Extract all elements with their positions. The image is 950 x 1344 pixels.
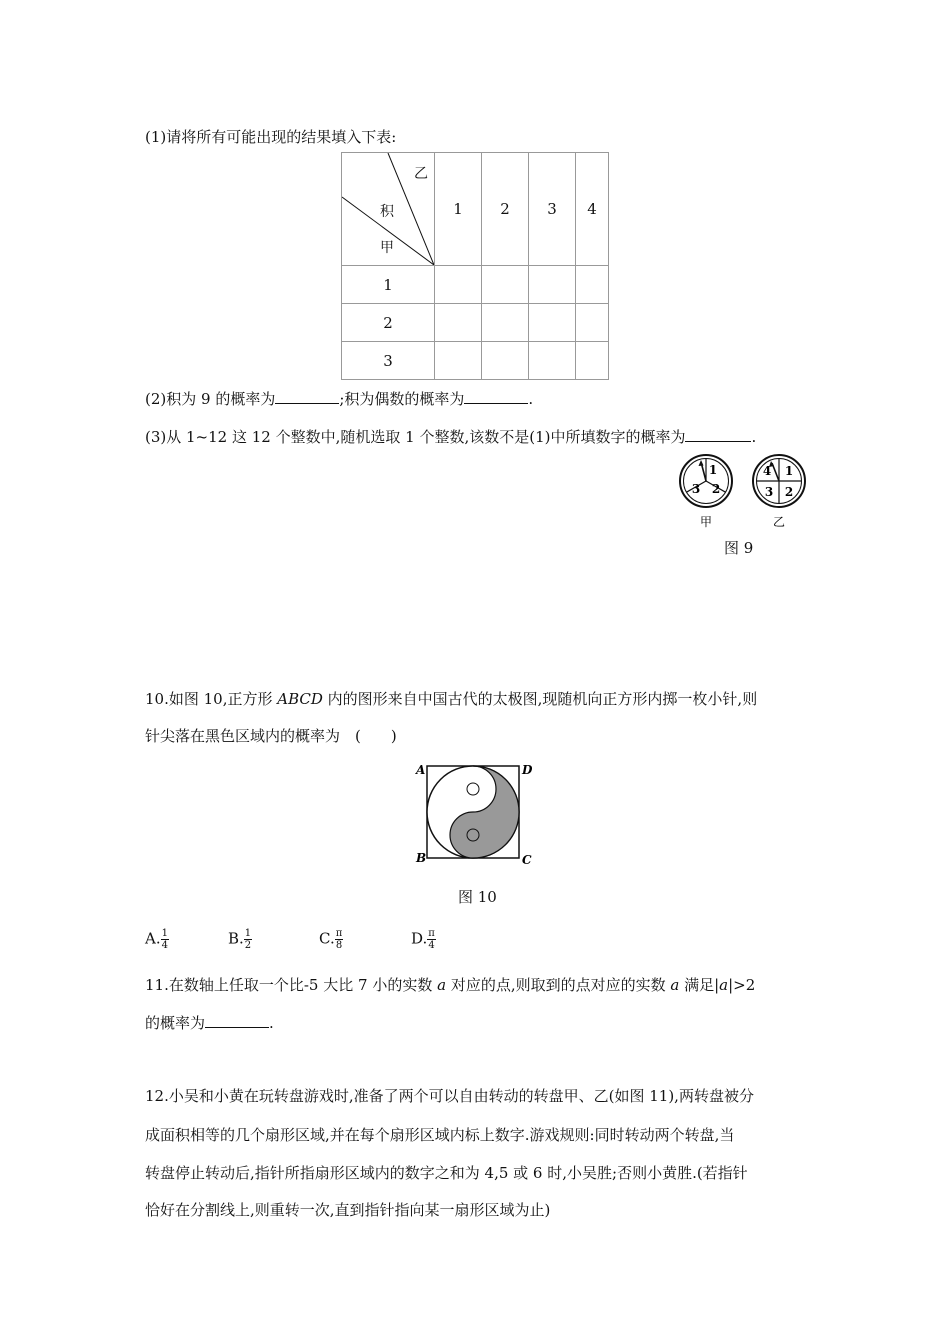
col-header: 2	[482, 153, 529, 266]
q12-line: 恰好在分割线上,则重转一次,直到指针指向某一扇形区域为止)	[145, 1201, 551, 1219]
q9-part3: (3)从 1~12 这 12 个整数中,随机选取 1 个整数,该数不是(1)中所填数字的概率为 .	[145, 428, 757, 446]
spinner-yi-sector: 2	[784, 485, 794, 499]
q9-part2: (2)积为 9 的概率为 ;积为偶数的概率为 .	[145, 390, 534, 408]
option-c: C. $\frac{\pi}{8}$	[319, 928, 343, 951]
option-d: D. $\frac{\pi}{4}$	[411, 928, 435, 951]
table-cell	[576, 266, 609, 304]
col-header: 4	[576, 153, 609, 266]
option-b: B. $\frac{1}{2}$	[228, 928, 252, 951]
figure-9-caption: 图 9	[724, 539, 754, 557]
q11-line2: 的概率为 .	[145, 1014, 274, 1032]
corner-label-jia: 甲	[380, 240, 394, 256]
spinner-jia-label: 甲	[699, 515, 713, 529]
table-cell	[576, 304, 609, 342]
corner-label-ji: 积	[380, 204, 394, 220]
q10-line1: 10.如图 10,正方形 ABCD 内的图形来自中国古代的太极图,现随机向正方形内掷一枚小针,则	[145, 690, 758, 708]
spinner-yi-sector: 4	[762, 464, 772, 478]
table-cell	[482, 342, 529, 380]
answer-blank	[205, 1026, 269, 1028]
row-header: 2	[342, 304, 435, 342]
col-header: 1	[435, 153, 482, 266]
spinner-jia-sector: 1	[708, 463, 718, 477]
table-cell	[529, 304, 576, 342]
table-row	[342, 304, 609, 342]
q10-line2: 针尖落在黑色区域内的概率为 ( )	[145, 727, 397, 745]
spinner-jia-sector: 3	[691, 482, 701, 496]
answer-blank	[275, 402, 339, 404]
spinner-jia	[680, 455, 732, 529]
row-header: 3	[342, 342, 435, 380]
q12-line: 成面积相等的几个扇形区域,并在每个扇形区域内标上数字.游戏规则:同时转动两个转盘,当	[145, 1126, 735, 1144]
table-row	[342, 266, 609, 304]
table-cell	[529, 266, 576, 304]
answer-blank	[464, 402, 528, 404]
answer-blank	[685, 440, 751, 442]
q11-line1: 11.在数轴上任取一个比-5 大比 7 小的实数 a 对应的点,则取到的点对应的实数 a 满足|a|>2	[145, 976, 756, 994]
row-header: 1	[342, 266, 435, 304]
table-cell	[435, 304, 482, 342]
spinner-figure-9	[676, 452, 811, 532]
vertex-label-a: A	[416, 763, 426, 777]
vertex-label-d: D	[522, 763, 533, 777]
table-cell	[435, 342, 482, 380]
result-table	[341, 152, 609, 380]
table-cell	[576, 342, 609, 380]
table-cell	[482, 266, 529, 304]
spinner-yi-sector: 1	[784, 464, 794, 478]
spinner-yi-sector: 3	[764, 485, 774, 499]
q12-line: 转盘停止转动后,指针所指扇形区域内的数字之和为 4,5 或 6 时,小吴胜;否则小黄胜.(若指针	[145, 1164, 748, 1182]
col-header: 3	[529, 153, 576, 266]
table-corner-cell	[342, 153, 435, 266]
vertex-label-b: B	[416, 851, 427, 865]
table-cell	[529, 342, 576, 380]
q12-line: 12.小吴和小黄在玩转盘游戏时,准备了两个可以自由转动的转盘甲、乙(如图 11),两转盘被分	[145, 1087, 754, 1105]
table-row	[342, 342, 609, 380]
corner-label-yi: 乙	[414, 166, 428, 182]
table-cell	[435, 266, 482, 304]
spinner-yi-label: 乙	[772, 515, 786, 529]
taiji-figure-10	[412, 760, 537, 870]
spinner-jia-sector: 2	[711, 482, 721, 496]
spinner-yi	[753, 455, 805, 529]
table-cell	[482, 304, 529, 342]
figure-10-caption: 图 10	[458, 888, 497, 906]
q9-part1: (1)请将所有可能出现的结果填入下表:	[145, 128, 397, 146]
vertex-label-c: C	[522, 853, 532, 867]
option-a: A. $\frac{1}{4}$	[145, 928, 168, 951]
